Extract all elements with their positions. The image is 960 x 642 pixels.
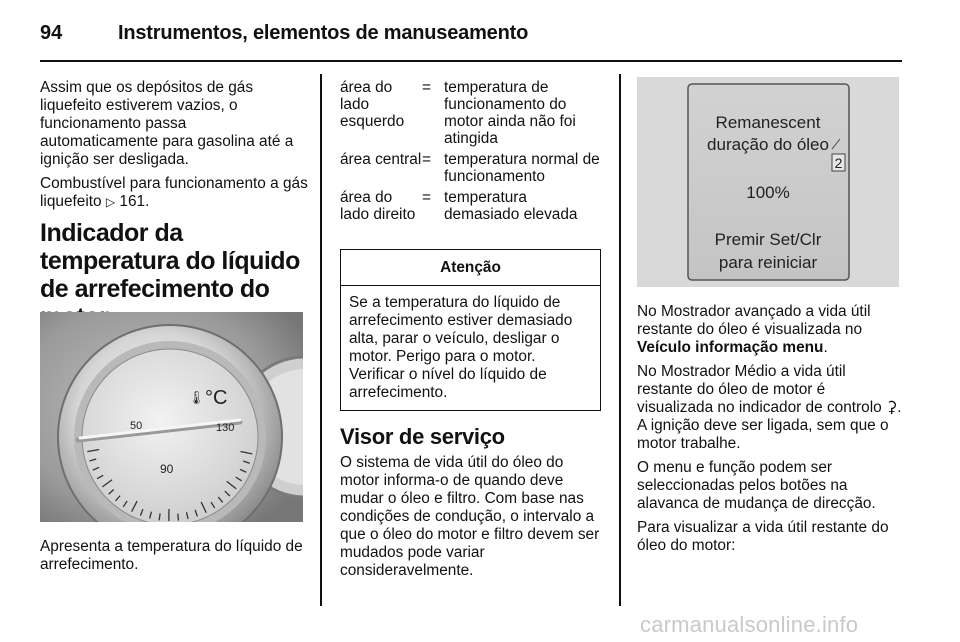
column-2 xyxy=(340,79,602,223)
zone-term: área do lado esquerdo xyxy=(340,79,405,130)
lpg-reference-page[interactable]: 161 xyxy=(119,193,146,210)
temperature-zone-table xyxy=(340,79,602,223)
watermark: carmanualsonline.info xyxy=(640,612,859,637)
table-row xyxy=(340,151,602,189)
zone-description: temperatura normal de funcionamento xyxy=(444,151,600,185)
view-oil-life-paragraph: Para visualizar a vida útil restante do óleo do motor: xyxy=(637,519,889,554)
mid-display-end: . A ignição deve ser ligada, sem que o motor trabalhe. xyxy=(637,399,902,452)
lpg-paragraph: Assim que os depósitos de gás liquefeito estiverem vazios, o funcionamento passa automaticamente para gasolina até a ignição ser desligada. xyxy=(40,79,294,168)
thermometer-icon: 🌡 xyxy=(188,391,205,406)
lpg-reference-end: . xyxy=(145,193,150,210)
page-title: Instrumentos, elementos de manuseamento xyxy=(118,22,529,44)
zone-description: temperatura de funcionamento do motor ainda não foi atingida xyxy=(444,79,576,147)
column-divider-2 xyxy=(619,74,621,606)
service-paragraph: O sistema de vida útil do óleo do motor informa-o de quando deve mudar o óleo e filtro. Com base nas condições de condução, o intervalo a que o óleo do motor e filtro devem ser mudados pode variar consideravelmente. xyxy=(340,454,600,579)
advanced-display-end: . xyxy=(823,339,828,356)
service-section xyxy=(340,424,604,586)
gauge-unit-label: °C xyxy=(205,387,228,409)
mid-display-text: No Mostrador Médio a vida útil restante do óleo de motor é visualizada no indicador de controlo xyxy=(637,363,886,416)
coolant-gauge-image xyxy=(40,312,303,522)
warning-box xyxy=(340,249,601,411)
display-line-5: para reiniciar xyxy=(718,253,818,272)
header-rule xyxy=(40,60,902,62)
table-row xyxy=(340,79,602,151)
display-line-2: duração do óleo xyxy=(707,135,829,154)
page-number: 94 xyxy=(40,22,63,44)
display-line-4: Premir Set/Clr xyxy=(714,230,822,249)
zone-description: temperatura demasiado elevada xyxy=(444,189,578,223)
oil-life-display-image xyxy=(637,77,899,287)
lpg-reference-text: Combustível para funcionamento a gás liquefeito xyxy=(40,175,308,210)
zone-term: área central xyxy=(340,151,422,168)
gauge-tick-label-low: 50 xyxy=(130,420,143,432)
table-row xyxy=(340,189,602,223)
coolant-heading: Indicador da temperatura do líquido de arrefecimento do xyxy=(40,219,300,303)
zone-term: área do lado direito xyxy=(340,189,416,223)
column-divider-1 xyxy=(320,74,322,606)
column-3 xyxy=(637,303,902,561)
gauge-tick-label-high: 130 xyxy=(216,422,235,434)
advanced-display-text: No Mostrador avançado a vida útil restante do óleo é visualizada no xyxy=(637,303,871,338)
display-page-indicator: 2 xyxy=(834,155,843,171)
gauge-tick-label-mid: 90 xyxy=(160,462,174,476)
advanced-display-paragraph xyxy=(637,303,902,357)
zone-equals: = xyxy=(422,79,431,96)
display-line-1: Remanescent xyxy=(715,113,821,132)
gauge-tick xyxy=(159,513,160,520)
vehicle-info-menu-label: Veículo informação menu xyxy=(637,339,824,356)
page-header xyxy=(0,0,960,60)
gauge-caption: Apresenta a temperatura do líquido de arrefecimento. xyxy=(40,538,303,573)
oil-can-icon: ⚳ xyxy=(885,399,898,416)
lpg-reference-paragraph xyxy=(40,175,308,211)
display-percent: 100% xyxy=(746,183,790,202)
warning-body: Se a temperatura do líquido de arrefecimento estiver demasiado alta, parar o veículo, desligar o motor. Perigo para o motor. Verificar o nível do líquido de arrefecimento. xyxy=(349,294,573,401)
service-heading: Visor de serviço xyxy=(340,424,505,449)
warning-title: Atenção xyxy=(341,250,600,286)
zone-equals: = xyxy=(422,189,431,206)
zone-equals: = xyxy=(422,151,431,168)
page-ref-arrow-icon: ▷ xyxy=(105,195,116,209)
column-1 xyxy=(40,79,308,343)
gauge-tick xyxy=(178,514,179,521)
mid-display-paragraph xyxy=(637,363,902,453)
menu-selection-paragraph: O menu e função podem ser seleccionadas pelos botões na alavanca de mudança de direcção. xyxy=(637,459,876,512)
